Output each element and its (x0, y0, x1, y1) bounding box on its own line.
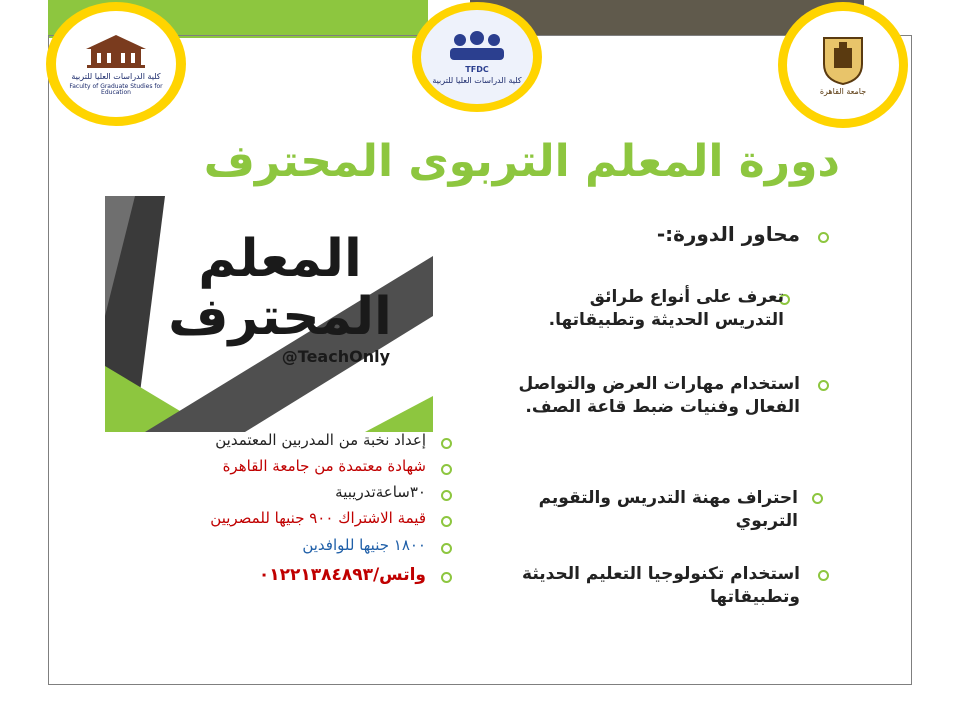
banner-title-line2: المحترف (168, 287, 392, 347)
detail-bullet-icon (441, 438, 452, 449)
people-icon (442, 28, 512, 64)
axes-item-2-bullet-icon (818, 380, 829, 391)
detail-item: واتس/٠١٢٢١٣٨٤٨٩٣ (258, 565, 426, 585)
left-logo-caption-en: Faculty of Graduate Studies for Education (69, 82, 163, 97)
axes-heading: محاور الدورة:- (656, 222, 800, 246)
left-logo-caption: كلية الدراسات العليا للتربية (71, 72, 161, 81)
detail-item: قيمة الاشتراك ٩٠٠ جنيها للمصريين (210, 509, 426, 527)
detail-bullet-icon (441, 516, 452, 527)
detail-bullet-icon (441, 572, 452, 583)
detail-bullet-icon (441, 543, 452, 554)
axes-heading-bullet-icon (818, 232, 829, 243)
detail-bullet-icon (441, 490, 452, 501)
tfdc-logo (412, 2, 542, 112)
axes-item-4-bullet-icon (818, 570, 829, 581)
page-title: دورة المعلم التربوى المحترف (203, 136, 840, 187)
axes-item-4: استخدام تكنولوجيا التعليم الحديثة وتطبيقاتها (522, 564, 800, 607)
detail-bullet-icon (441, 464, 452, 475)
detail-item: إعداد نخبة من المدربين المعتمدين (215, 431, 426, 449)
right-logo-caption: جامعة القاهرة (819, 86, 867, 96)
middle-logo-caption: كلية الدراسات العليا للتربية (432, 76, 522, 85)
axes-item-3: احتراف مهنة التدريس والتقويم التربوي (538, 488, 798, 531)
axes-item-3-bullet-icon (812, 493, 823, 504)
banner-title-line1: المعلم (198, 229, 362, 289)
tfdc-badge: TFDC (465, 65, 489, 75)
detail-item: ٣٠ساعةتدريبية (335, 483, 426, 501)
cairo-university-logo (778, 2, 908, 128)
university-shield-icon (820, 34, 866, 86)
graduate-studies-logo (46, 2, 186, 126)
axes-item-1: تعرف على أنواع طرائق التدريس الحديثة وتطبيقاتها. (548, 287, 784, 330)
detail-item: شهادة معتمدة من جامعة القاهرة (222, 457, 426, 475)
axes-item-2: استخدام مهارات العرض والتواصل الفعال وفنيات ضبط قاعة الصف. (518, 374, 800, 417)
banner-handle: @TeachOnly (281, 347, 390, 366)
detail-item: ١٨٠٠ جنيها للوافدين (302, 536, 426, 554)
building-icon (81, 31, 151, 71)
